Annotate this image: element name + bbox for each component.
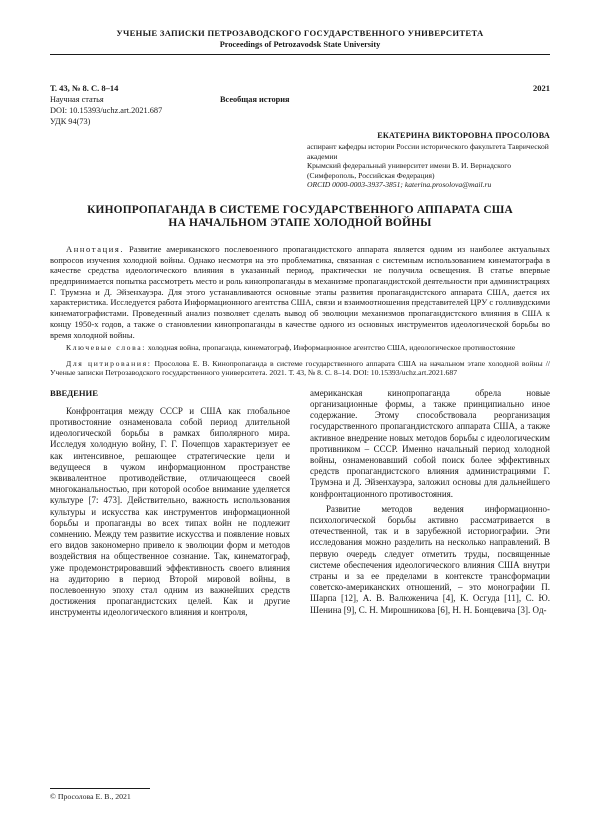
- abstract-text: Развитие американского послевоенного пропагандистского аппарата является одним из наиболее актуальных вопросов изучения холодной войны. Однако несмотря на это проблематика, связанная с системным использованием кинематографа в качестве средства идеологического влияния в указанный период, практически не получила освещения. В статье впервые предпринимается попытка рассмотреть место и роль кинопропаганды в механизме пропагандистской деятельности при администрациях Г. Трумэна и Д. Эйзенхауэра. Для этого устанавливаются основные этапы развития пропагандистского аппарата США, дается их характеристика. Исследуется работа Информационного агентства США, связи и взаимоотношения представителей ЦРУ с голливудскими кинематографистами. Проведенный анализ позволяет сделать вывод об эволюции механизмов пропагандистского влияния в США к концу 1950-х годов, а также о становлении кинопропаганды в качестве одного из основных инструментов идеологической борьбы во время холодной войны.: [50, 243, 551, 340]
- intro-paragraph-1: Конфронтация между СССР и США как глобальное противостояние ознаменовала собой период длительной идеологической борьбы в рамках биполярного мира. Исследуя холодную войну, Г. Г. Почепцов характеризует ее как интенсивное, решающее стратегические цели и ведущееся в чужом информационном пространстве эквивалентное противодействие, отличающееся своей многоканальностью, при которой особое внимание уделяется культуре [7: 473]. Действительно, важность использования культуры и искусства как инструментов информационной борьбы и пропаганды во всех типах войн не подлежит сомнению. Между тем развитие искусства и появление новых его видов закономерно привело к эволюции форм и методов воздействия на общественное сознание. Так, кинематограф, уже продемонстрировавший эффективность своего влияния на аудиторию в период Второй мировой войны, в послевоенную эпоху стал одним из важнейших средств достижения пропагандистских целей. Как и другие инструменты идеологического влияния и контроля,: [50, 405, 290, 618]
- right-column: [310, 388, 550, 619]
- intro-paragraph-2: Развитие методов ведения информационно-психологической борьбы активно рассматривается в отечественной, так и в зарубежной историографии. Эти исследования можно разделить на несколько направлений. В первую очередь следует отметить труды, посвященные системе обеспечения идеологического влияния США внутри страны и за ее пределами в контексте трансформации советско-американских отношений, – это монографии П. Шарпа [12], А. В. Валюженича [4], К. Осгуда [11], С. Ю. Шенина [9], С. Н. Мирошникова [6], Н. Н. Бонцевича [3]. Од-: [310, 503, 550, 615]
- article-type-row: [50, 94, 550, 105]
- journal-section: Всеобщая история: [220, 95, 290, 104]
- author-block: [307, 130, 550, 190]
- section-heading-introduction: ВВЕДЕНИЕ: [50, 387, 98, 398]
- left-column: [50, 388, 290, 619]
- abstract: [50, 244, 550, 340]
- keywords: [50, 343, 550, 353]
- intro-paragraph-1-continued: американская кинопропаганда обрела новые организационные формы, а также принципиально иное содержание. Этому способствовала реорганизация государственного пропагандистского аппарата США, а также активное внедрение новых методов борьбы с идеологическим противником – СССР. Именно начальный период холодной войны, ознаменовавший собой поиск более эффективных средств пропагандистского влияния администрациями Г. Трумэна и Д. Эйзенхауэра, заложил основы для дальнейшего конфронтационного противостояния.: [310, 387, 550, 499]
- author-location: (Симферополь, Российская Федерация): [307, 170, 435, 180]
- doi: DOI: 10.15393/uchz.art.2021.687: [50, 106, 163, 115]
- article-title: [50, 204, 550, 231]
- body-columns: [50, 388, 550, 619]
- journal-title-en: Proceedings of Petrozavodsk State University: [219, 40, 381, 49]
- issue-meta: [50, 83, 550, 94]
- article-title-line-1: КИНОПРОПАГАНДА В СИСТЕМЕ ГОСУДАРСТВЕННОГО АППАРАТА США: [87, 203, 513, 216]
- volume-info: Т. 43, № 8. С. 8–14: [50, 83, 119, 93]
- keywords-text: холодная война, пропаганда, кинематограф, Информационное агентство США, идеологическое противостояние: [147, 343, 516, 353]
- citation: [50, 359, 550, 378]
- header-divider: [50, 54, 550, 55]
- journal-header: [50, 28, 550, 55]
- year: 2021: [533, 83, 550, 93]
- abstract-label: Аннотация.: [66, 243, 125, 254]
- citation-label: Для цитирования:: [66, 358, 152, 368]
- author-position: аспирант кафедры истории России исторического факультета Таврической академии: [307, 142, 549, 161]
- author-name: ЕКАТЕРИНА ВИКТОРОВНА ПРОСОЛОВА: [377, 131, 550, 140]
- article-title-line-2: НА НАЧАЛЬНОМ ЭТАПЕ ХОЛОДНОЙ ВОЙНЫ: [168, 217, 432, 230]
- author-affiliation: Крымский федеральный университет имени В. И. Вернадского: [307, 161, 511, 171]
- citation-text: Просолова Е. В. Кинопропаганда в системе государственного аппарата США на начальном этапе холодной войны // Ученые записки Петрозаводского государственного университета. 2021. Т. 43, № 8. С. 8–14. DOI: 10.15393/uchz.art.2021.687: [50, 358, 550, 378]
- footer-divider: [50, 788, 150, 789]
- keywords-label: Ключевые слова:: [66, 343, 146, 353]
- copyright: © Просолова Е. В., 2021: [50, 792, 131, 801]
- udc: УДК 94(73): [50, 117, 91, 126]
- journal-title-ru: УЧЕНЫЕ ЗАПИСКИ ПЕТРОЗАВОДСКОГО ГОСУДАРСТВЕННОГО УНИВЕРСИТЕТА: [116, 28, 484, 38]
- article-type: Научная статья: [50, 95, 104, 104]
- author-contacts: ORCID 0000-0003-3937-3851; katerina.prosolova@mail.ru: [307, 180, 492, 190]
